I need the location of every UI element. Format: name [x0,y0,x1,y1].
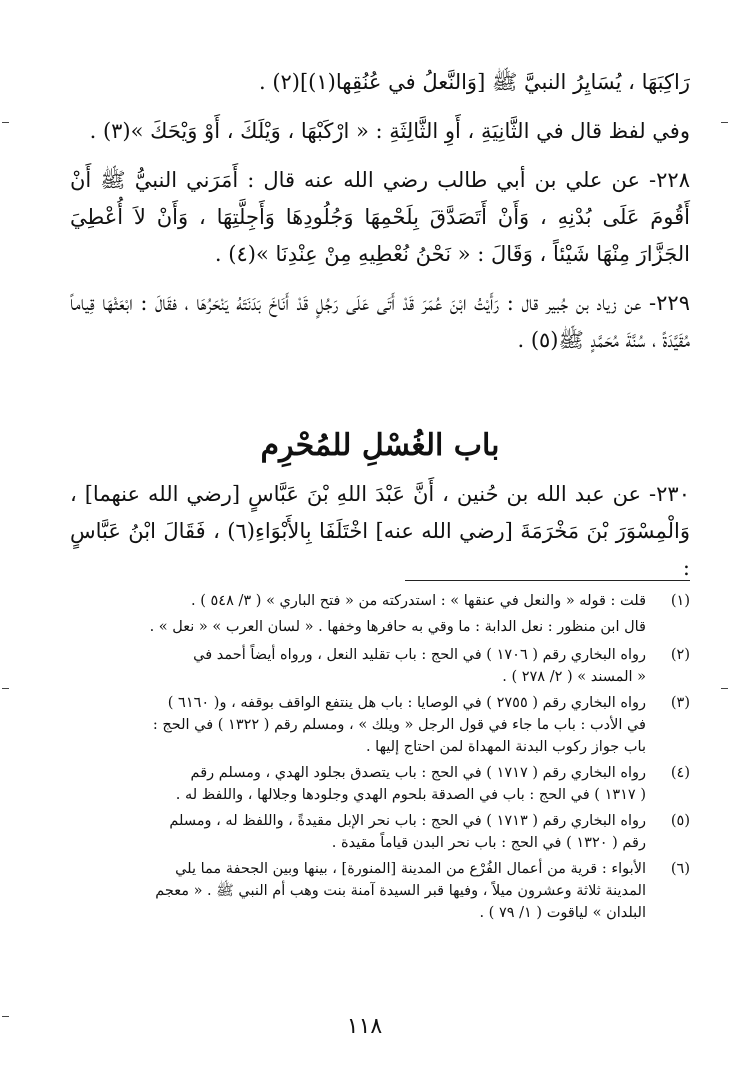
footnote-5 [70,810,690,854]
footnote-number: (٢) [670,647,690,663]
footnotes [70,590,690,928]
footnote-text: رواه البخاري رقم ( ٢٧٥٥ ) في الوصايا : باب هل ينتفع الواقف بوقفه ، و( ٦١٦٠ ) في الأدب : باب ما جاء في قول الرجل « ويلك » ، ومسلم رقم ( ١٣٢٢ ) في الحج : باب جواز ركوب البدنة المهداة لمن احتاج إليها . [152,695,646,755]
paragraph-continuation: رَاكِبَهَا ، يُسَايِرُ النبيَّ ﷺ [وَالنَّعلُ في عُنُقِها(١)](٢) . [258,70,690,94]
scan-mark [2,122,9,123]
footnote-2 [70,644,690,688]
footnote-1-note: قال ابن منظور : نعل الدابة : ما وقي به حافرها وخفها . « لسان العرب » « نعل » . [149,619,646,635]
footnote-1 [70,590,690,612]
footnote-number: (٥) [670,813,690,829]
hadith-229: ٢٢٩- عن زياد بن جُبير قال : رَأَيْتُ ابْنَ عُمَرَ قَدْ أَتَى عَلَى رَجُلٍ قَدْ أَنَاخَ بَدَنَتَهُ يَنْحَرُهَا ، فقَالَ : ابْعَثْهَا قِياماً مُقَيَّدَةً ، سُنَّةَ مُحَمَّدٍ ﷺ(٥) . [70,291,690,352]
footnote-3 [70,692,690,758]
footnote-text: رواه البخاري رقم ( ١٧١٧ ) في الحج : باب يتصدق بجلود الهدي ، ومسلم رقم ( ١٣١٧ ) في الحج : باب في الصدقة بلحوم الهدي وجلودها وجلالها ، واللفظ له . [175,765,646,803]
scan-mark [2,688,9,689]
footnote-6 [70,858,690,924]
footnote-number: (٤) [670,765,690,781]
footnote-text: رواه البخاري رقم ( ١٧١٣ ) في الحج : باب نحر الإبل مقيدةً ، واللفظ له ، ومسلم رقم ( ١٣٢٠ ) في الحج : باب نحر البدن قياماً مقيدة . [169,813,646,851]
footnote-number: (٣) [670,695,690,711]
chapter-heading: باب الغُسْلِ للمُحْرِم [260,428,500,463]
footnote-text: الأبواء : قرية من أعمال الفُرْع من المدينة [المنورة] ، بينها وبين الجحفة مما يلي المدينة ثلاثة وعشرون ميلاً ، وفيها قبر السيدة آمنة بنت وهب أم النبي ﷺ . « معجم البلدان » لياقوت ( ١/ ٧٩ ) . [155,861,646,921]
scan-mark [721,688,728,689]
scan-mark [721,122,728,123]
main-text [70,64,690,359]
footnote-text: رواه البخاري رقم ( ١٧٠٦ ) في الحج : باب تقليد النعل ، ورواه أيضاً أحمد في « المسند » ( ٢/ ٢٧٨ ) . [193,647,646,685]
footnote-number: (٦) [670,861,690,877]
hadith-230: ٢٣٠- عن عبد الله بن حُنين ، أَنَّ عَبْدَ اللهِ بْنَ عَبَّاسٍ [رضي الله عنهما] ، وَالْمِسْوَرَ بْنَ مَخْرَمَةَ [رضي الله عنه] اخْتَلَفَا بِالأَبْوَاءِ(٦) ، فَقَالَ ابْنُ عَبَّاسٍ : [70,482,690,580]
footnote-divider [405,580,690,581]
footnote-4 [70,762,690,806]
hadith-228: ٢٢٨- عن علي بن أبي طالب رضي الله عنه قال : أَمَرَني النبيُّ ﷺ أَنْ أَقُومَ عَلَى بُدْنِهِ ، وَأَنْ أَتَصَدَّقَ بِلَحْمِهَا وَجُلُودِهَا وَأَجِلَّتِهَا ، وَأَنْ لاَ أُعْطِيَ الجَزَّارَ مِنْهَا شَيْئاً ، وَقَالَ : « نَحْنُ نُعْطِيهِ مِنْ عِنْدِنَا »(٤) . [70,168,690,266]
scan-mark [2,1016,9,1017]
paragraph-variant-wording: وفي لفظ قال في الثَّانِيَةِ ، أَوِ الثَّالِثَةِ : « ارْكَبْهَا ، وَيْلَكَ ، أَوْ وَيْحَكَ »(٣) . [89,119,690,143]
footnote-text: قلت : قوله « والنعل في عنقها » : استدركته من « فتح الباري » ( ٣/ ٥٤٨ ) . [191,593,646,609]
footnote-number: (١) [670,593,690,609]
page-number: ١١٨ [346,1014,383,1039]
